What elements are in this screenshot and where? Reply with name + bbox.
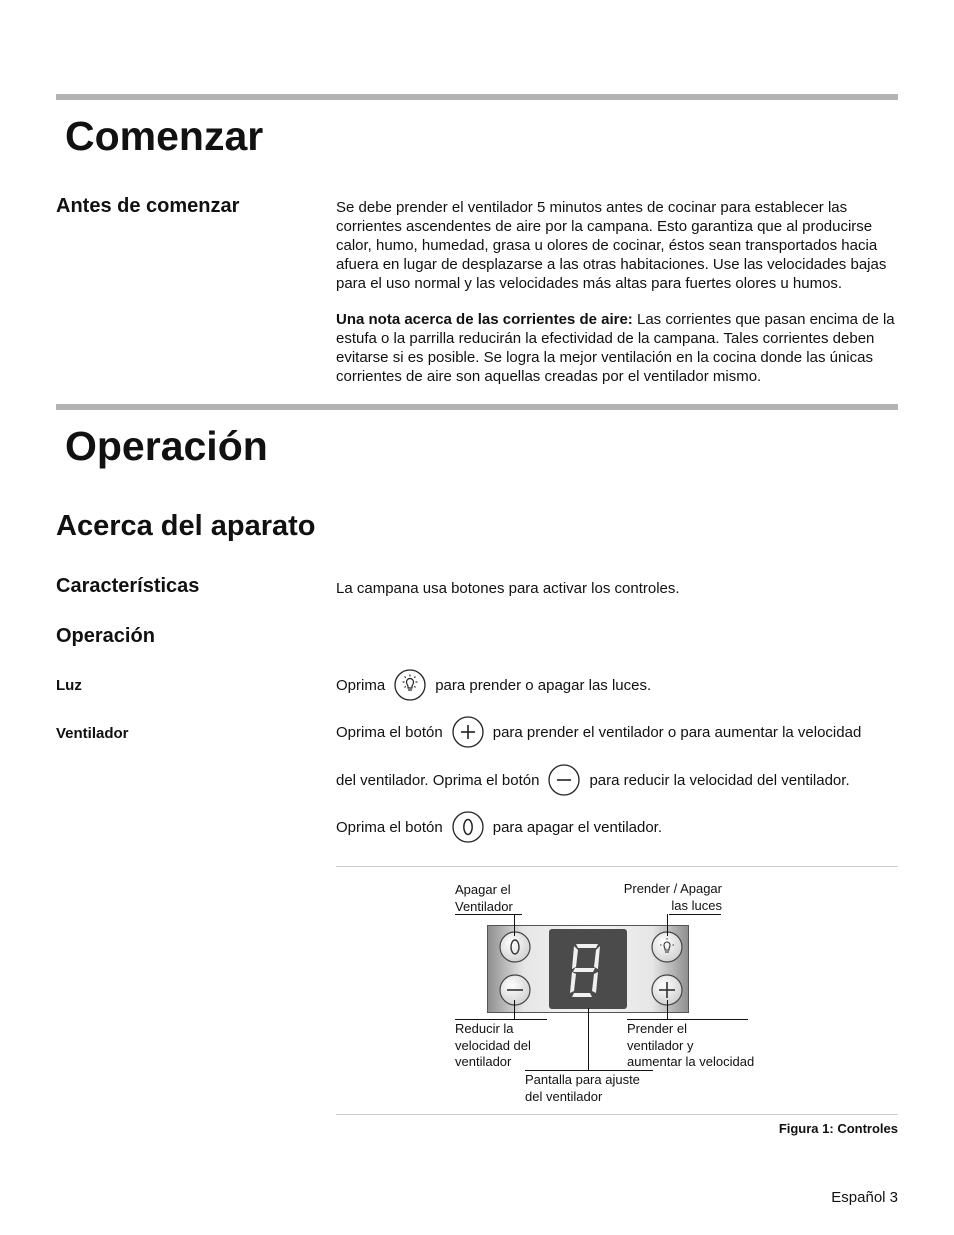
ventilador-l2-after: para reducir la velocidad del ventilador.	[589, 771, 850, 789]
label-light-line-2: las luces	[671, 897, 722, 913]
figure-top-rule	[336, 866, 898, 867]
light-bulb-icon	[394, 669, 426, 701]
leader-plus-h	[627, 1019, 748, 1020]
label-light	[624, 881, 722, 914]
label-minus-line-3: ventilador	[455, 1054, 512, 1069]
leader-minus-v	[514, 1000, 515, 1019]
label-luz: Luz	[56, 677, 82, 694]
zero-icon	[452, 811, 484, 843]
label-plus	[627, 1021, 754, 1071]
label-ventilador: Ventilador	[56, 725, 129, 742]
plus-icon	[452, 716, 484, 748]
figure-bottom-rule	[336, 1114, 898, 1115]
section-rule	[56, 404, 898, 410]
leader-off-h	[455, 914, 522, 915]
label-display	[525, 1072, 640, 1105]
label-plus-line-2: ventilador y	[627, 1037, 694, 1053]
ventilador-l3-before: Oprima el botón	[336, 818, 443, 836]
label-off-line-2: Ventilador	[455, 898, 513, 914]
luz-instruction	[336, 669, 651, 701]
figure-caption: Figura 1: Controles	[778, 1121, 898, 1136]
minus-icon	[548, 764, 580, 796]
heading-antes-de-comenzar: Antes de comenzar	[56, 195, 240, 217]
ventilador-l3-after: para apagar el ventilador.	[492, 818, 663, 836]
label-minus-line-1: Reducir la	[455, 1021, 514, 1036]
leader-light-h	[669, 914, 721, 915]
paragraph-air-currents	[336, 310, 898, 386]
heading-acerca-del-aparato: Acerca del aparato	[56, 510, 316, 542]
ventilador-l2-before: del ventilador. Oprima el botón	[336, 771, 540, 789]
paragraph-air-currents-bold: Una nota acerca de las corrientes de aire:	[336, 311, 633, 328]
label-plus-line-1: Prender el	[627, 1021, 687, 1036]
label-light-line-1: Prender / Apagar	[623, 881, 722, 896]
leader-minus-h	[455, 1019, 547, 1020]
label-off	[455, 882, 513, 915]
leader-plus-v	[667, 1000, 668, 1019]
caracteristicas-text: La campana usa botones para activar los controles.	[336, 580, 680, 597]
label-off-line-1: Apagar el	[455, 882, 511, 897]
paragraph-air-currents-rest: Las corrientes que pasan encima de la estufa o la parrilla reducirán la efectividad de la campana. Tales corrientes deben evitarse si es posible. Se logra la mejor ventilación en la cocina donde las únicas corrientes de aire son aquellas creadas por el ventilador mismo.	[336, 311, 895, 385]
luz-text-before: Oprima	[336, 676, 386, 694]
luz-text-after: para prender o apagar las luces.	[435, 676, 652, 694]
leader-off-v	[514, 914, 515, 936]
ventilador-line-1	[336, 716, 861, 748]
control-panel-illustration	[487, 925, 689, 1013]
label-plus-line-3: aumentar la velocidad	[627, 1054, 755, 1069]
ventilador-l1-after: para prender el ventilador o para aumentar la velocidad	[492, 723, 862, 741]
leader-light-v	[667, 914, 668, 936]
label-minus	[455, 1021, 531, 1071]
ventilador-line-2	[336, 764, 850, 796]
heading-caracteristicas: Características	[56, 575, 200, 597]
heading-operacion-sub: Operación	[56, 625, 155, 647]
section-rule	[56, 94, 898, 100]
title-comenzar: Comenzar	[65, 113, 264, 159]
page-footer: Español 3	[831, 1189, 898, 1206]
ventilador-line-3	[336, 811, 662, 843]
paragraph-antes-1: Se debe prender el ventilador 5 minutos antes de cocinar para establecer las corrientes ascendentes de aire por la campana. Esto garantiza que al producirse calor, humo, humedad, grasa u olores de cocinar, éstos sean transportados hacia afuera en lugar de desplazarse a las otras habitaciones. Use las velocidades bajas para el uso normal y las velocidades más altas para fuertes olores u humos.	[336, 199, 887, 292]
ventilador-l1-before: Oprima el botón	[336, 723, 443, 741]
label-display-line-2: del ventilador	[525, 1088, 603, 1104]
leader-display-v	[588, 1008, 589, 1070]
label-minus-line-2: velocidad del	[455, 1037, 531, 1053]
label-display-line-1: Pantalla para ajuste	[525, 1072, 640, 1087]
title-operacion: Operación	[65, 423, 268, 469]
